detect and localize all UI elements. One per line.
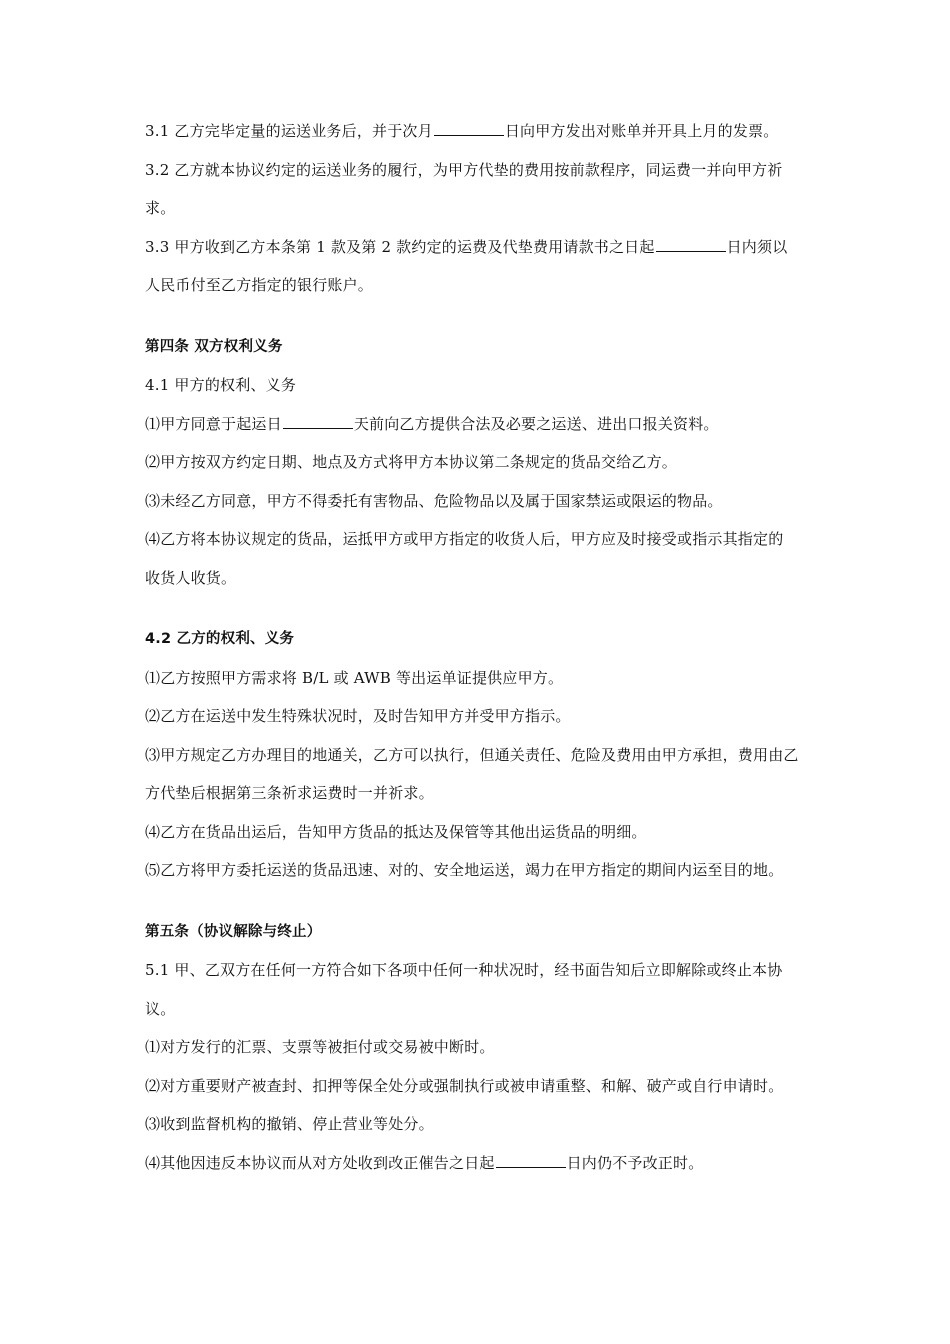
clause-5-1-item-4 — [145, 1144, 815, 1183]
clause-4-1-item-1 — [145, 405, 815, 444]
clause-5-1-item-2: ⑵对方重要财产被查封、扣押等保全处分或强制执行或被申请重整、和解、破产或自行申请时。 — [145, 1076, 784, 1095]
fill-blank — [434, 119, 504, 136]
fill-blank — [283, 412, 353, 429]
clause-3-3-cont — [145, 266, 815, 305]
clause-5-1-cont: 议。 — [145, 999, 176, 1018]
clause-4-2-item-5: ⑸乙方将甲方委托运送的货品迅速、对的、安全地运送，竭力在甲方指定的期间内运至目的地。 — [145, 861, 784, 879]
clause-4-2-item-1: ⑴乙方按照甲方需求将 B/L 或 AWB 等出运单证提供应甲方。 — [145, 668, 564, 687]
clause-3-3-text-cont: 人民币付至乙方指定的银行账户。 — [145, 276, 374, 294]
clause-3-3-text-a: 3.3 甲方收到乙方本条第 1 款及第 2 款约定的运费及代垫费用请款书之日起 — [145, 237, 655, 256]
item-text-a: ⑴甲方同意于起运日 — [145, 414, 282, 433]
item-text-b: 天前向乙方提供合法及必要之运送、进出口报关资料。 — [353, 414, 719, 433]
clause-3-2-cont — [145, 189, 815, 228]
clause-4-2-item-2: ⑵乙方在运送中发生特殊状况时，及时告知甲方并受甲方指示。 — [145, 707, 571, 725]
clause-4-1-item-4-cont: 收货人收货。 — [145, 568, 237, 587]
clause-4-2-item-3: ⑶甲方规定乙方办理目的地通关，乙方可以执行，但通关责任、危险及费用由甲方承担，费用由乙 — [145, 745, 799, 764]
clause-3-1-text-b: 日向甲方发出对账单并开具上月的发票。 — [504, 122, 779, 140]
clause-4-1-item-2: ⑵甲方按双方约定日期、地点及方式将甲方本协议第二条规定的货品交给乙方。 — [145, 453, 678, 471]
clause-5-1-item-3: ⑶收到监督机构的撤销、停止营业等处分。 — [145, 1115, 434, 1133]
clause-3-2-text: 3.2 乙方就本协议约定的运送业务的履行，为甲方代垫的费用按前款程序，同运费一并向甲方祈 — [145, 160, 783, 179]
clause-4-2-heading: 4.2 乙方的权利、义务 — [145, 631, 295, 647]
clause-4-2-item-3-cont: 方代垫后根据第三条祈求运费时一并祈求。 — [145, 784, 434, 802]
clause-5-1: 5.1 甲、乙双方在任何一方符合如下各项中任何一种状况时，经书面告知后立即解除或终止本协 — [145, 961, 783, 979]
item-text-b: 日内仍不予改正时。 — [566, 1153, 704, 1172]
clause-3-1 — [145, 112, 815, 151]
fill-blank — [656, 235, 726, 252]
article-4-heading: 第四条 双方权利义务 — [145, 338, 283, 355]
item-text-a: ⑷其他因违反本协议而从对方处收到改正催告之日起 — [145, 1153, 495, 1172]
clause-3-1-text-a: 3.1 乙方完毕定量的运送业务后，并于次月 — [145, 122, 433, 140]
clause-3-2-text-cont: 求。 — [145, 199, 176, 217]
clause-5-1-item-1: ⑴对方发行的汇票、支票等被拒付或交易被中断时。 — [145, 1038, 495, 1056]
article-5-heading: 第五条（协议解除与终止） — [145, 923, 322, 940]
contract-page — [145, 112, 815, 1182]
clause-3-2 — [145, 151, 815, 190]
fill-blank — [496, 1151, 566, 1168]
clause-4-1-title: 4.1 甲方的权利、义务 — [145, 376, 297, 394]
clause-3-3-text-b: 日内须以 — [726, 237, 788, 256]
clause-4-2-item-4: ⑷乙方在货品出运后，告知甲方货品的抵达及保管等其他出运货品的明细。 — [145, 822, 647, 841]
clause-4-1-item-3: ⑶未经乙方同意，甲方不得委托有害物品、危险物品以及属于国家禁运或限运的物品。 — [145, 491, 723, 510]
clause-4-1-item-4: ⑷乙方将本协议规定的货品，运抵甲方或甲方指定的收货人后，甲方应及时接受或指示其指定的 — [145, 530, 784, 548]
clause-3-3 — [145, 228, 815, 267]
